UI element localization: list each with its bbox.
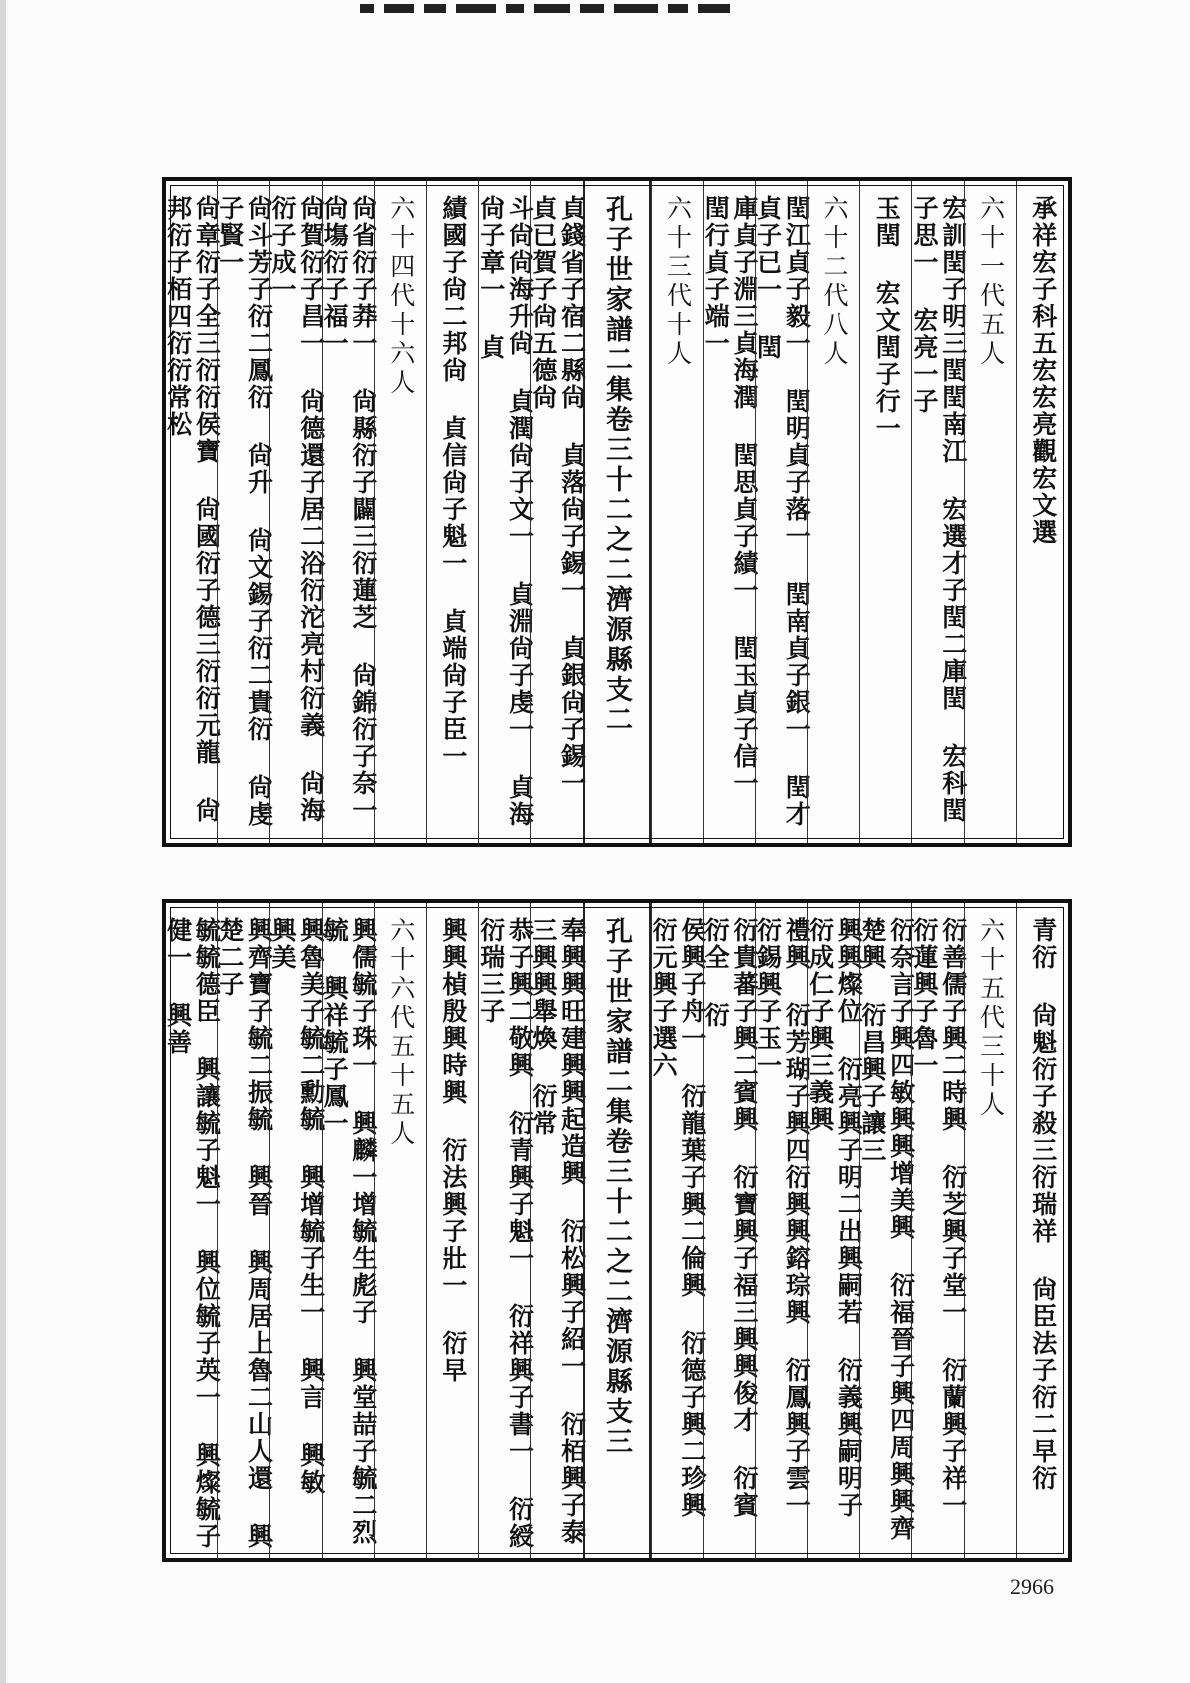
genealogy-entry-column	[649, 903, 707, 1558]
genealogy-entry-column	[910, 903, 968, 1558]
entry-text: 尙省衍子莽一 尙縣衍子闢三衍蓮芝 尙錦衍子奈一 尙塲衍子福一	[320, 195, 378, 824]
entry-text: 興儒毓子珠一 興麟一增毓生彪子 興堂喆子毓二烈毓 興祥毓子鳳一	[320, 917, 378, 1546]
generation-heading: 六十四代十六人	[386, 195, 416, 398]
genealogy-entry-column	[701, 903, 760, 1558]
genealogy-entry-column	[320, 903, 378, 1558]
genealogy-entry-column	[320, 181, 378, 843]
genealogy-entry-column	[753, 903, 812, 1558]
genealogy-entry-column	[528, 903, 587, 1558]
genealogy-entry-column	[859, 181, 911, 843]
genealogy-entry-column	[701, 181, 760, 843]
page-number: 2966	[1010, 1574, 1054, 1599]
generation-heading-column	[964, 903, 1016, 1558]
entry-text: 衍善儒子興二時興 衍芝興子堂一 衍蘭興子祥一 衍蓮興子魯一	[910, 917, 968, 1519]
generation-heading: 六十六代五十五人	[386, 917, 416, 1149]
genealogy-entry-column	[1016, 903, 1068, 1558]
generation-heading-column	[374, 903, 426, 1558]
entry-text: 尙賀衍子昌一 尙德還子居二浴衍沱亮村衍義 尙海衍子成一	[267, 195, 326, 824]
entry-text: 恭子興二敬興 衍青興子魁一 衍祥興子書一 衍綬 衍瑞三子	[476, 917, 535, 1550]
entry-text: 興興燦位 衍亮興子明二出興嗣若 衍義興嗣明子 衍成仁子興三義興	[805, 917, 864, 1519]
entry-text: 庫貞子淵三貞海潤 閏思貞子績一 閏玉貞子信一 閏行貞子端一	[701, 195, 760, 797]
generation-heading-column	[964, 181, 1016, 843]
genealogy-page-panel-lower	[162, 899, 1072, 1562]
entry-text: 玉閏 宏文閏子行一	[872, 195, 902, 442]
scan-gutter	[0, 0, 6, 1683]
generation-heading: 六十五代三十人	[976, 917, 1006, 1120]
book-title: 孔子世家譜二集卷三十二之二濟源縣支二	[601, 195, 633, 735]
entry-text: 毓毓德臣 興讓毓子魁一 興位毓子英一 興燦毓子健一 興善	[163, 917, 222, 1550]
genealogy-entry-column	[910, 181, 968, 843]
entry-text: 衍奈言子興四敏興興增美興 衍福晉子興四周興興齊楚興 衍昌興子讓三	[857, 917, 916, 1542]
genealogy-entry-column	[476, 903, 535, 1558]
book-title-column	[583, 903, 651, 1558]
genealogy-entry-column	[528, 181, 587, 843]
entry-text: 興興楨殷興時興 衍法興子壯一 衍早	[438, 917, 468, 1384]
entry-text: 侯興子舟一 衍龍葉子興二倫興 衍德子興二珍興 衍元興子選六	[649, 917, 707, 1519]
entry-text: 尙章衍子全三衍衍侯寶 尙國衍子德三衍衍元龍 尙邦衍子栢四衍衍常松	[163, 195, 222, 824]
genealogy-entry-column	[857, 903, 916, 1558]
generation-heading-column	[651, 181, 703, 843]
entry-text: 宏訓閏子明三閏閏南江 宏選才子閏二庫閏 宏科閏子思一 宏亮一子	[910, 195, 968, 824]
genealogy-entry-column	[215, 903, 274, 1558]
genealogy-entry-column	[267, 903, 326, 1558]
genealogy-entry-column	[163, 181, 222, 843]
generation-heading-column	[374, 181, 426, 843]
genealogy-entry-column	[753, 181, 812, 843]
entry-text: 尙斗芳子衍二鳳衍 尙升 尙文錫子衍二貴衍 尙虔子賢一	[215, 195, 274, 828]
genealogy-entry-column	[426, 181, 478, 843]
genealogy-entry-column	[476, 181, 535, 843]
genealogy-entry-column	[215, 181, 274, 843]
entry-text: 興魯美子毓二勳毓 興增毓子生一 興言 興敏 興美	[267, 917, 326, 1496]
entry-text: 閏江貞子毅一 閏明貞子落一 閏南貞子銀一 閏才貞子已一 閏	[753, 195, 812, 828]
book-title-column	[583, 181, 651, 843]
genealogy-page-panel-upper	[162, 177, 1072, 847]
genealogy-entry-column	[267, 181, 326, 843]
genealogy-entry-column	[163, 903, 222, 1558]
generation-heading: 六十一代五人	[976, 195, 1006, 369]
entry-text: 禮興 衍芳瑚子興四衍興興鎔琮興 衍鳳興子雲一 衍錫興子玉一	[753, 917, 812, 1519]
entry-text: 興齊寶子毓二振毓 興晉 興周居上魯二山人還 興楚二子	[215, 917, 274, 1550]
genealogy-entry-column	[805, 903, 864, 1558]
entry-text: 績國子尙二邦尙 貞信尙子魁一 貞端尙子臣一	[438, 195, 468, 770]
entry-text: 衍貴蕃子興二賓興 衍寶興子福三興興俊才 衍賓 衍全 衍	[701, 917, 760, 1519]
entry-text: 斗尙尙海升尙 貞潤尙子文一 貞淵尙子虔一 貞海尙子章一 貞	[476, 195, 535, 828]
entry-text: 承祥宏子科五宏宏亮觀宏文選	[1028, 195, 1058, 546]
generation-heading-column	[807, 181, 859, 843]
entry-text: 青衍 尙魁衍子殺三衍瑞祥 尙臣法子衍二早衍	[1028, 917, 1058, 1492]
entry-text: 貞錢省子宿二縣尙 貞落尙子錫一 貞銀尙子錫一 貞已賀子尙五德尙	[528, 195, 587, 797]
generation-heading: 六十三代十人	[663, 195, 693, 369]
entry-text: 奉興興旺建興興起造興 衍松興子紹一 衍栢興子泰三興興舉煥 衍常	[528, 917, 587, 1546]
generation-heading: 六十二代八人	[820, 195, 850, 369]
genealogy-entry-column	[1016, 181, 1068, 843]
genealogy-entry-column	[426, 903, 478, 1558]
top-edge-bleed	[360, 4, 930, 18]
book-title: 孔子世家譜二集卷三十二之二濟源縣支三	[601, 917, 633, 1457]
